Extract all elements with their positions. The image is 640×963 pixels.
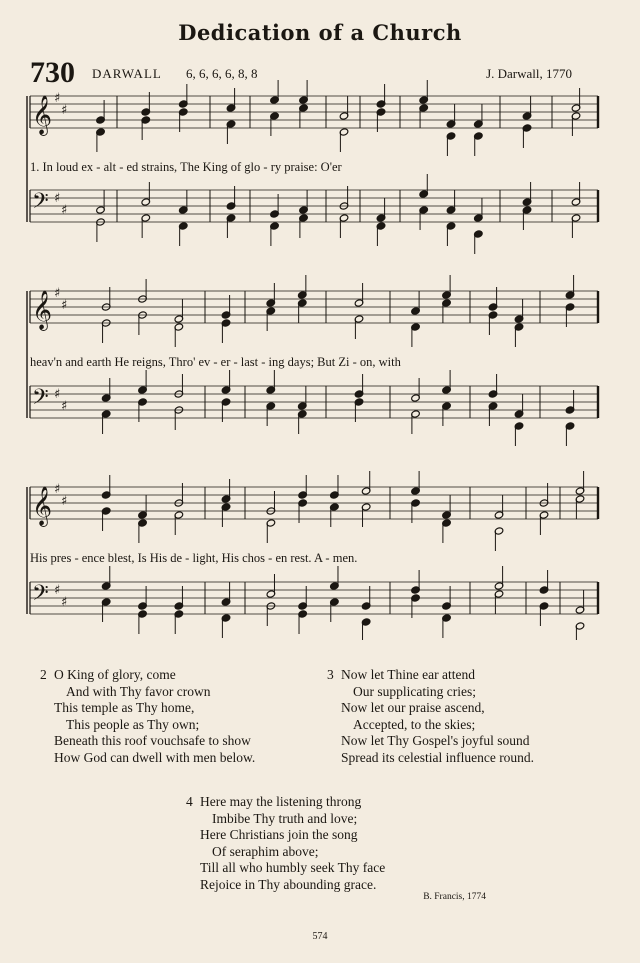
- stanza-line: O King of glory, come: [54, 667, 176, 682]
- stanza-2: [40, 667, 255, 766]
- page-number: 574: [312, 931, 328, 942]
- sharp-icon: ♯: [54, 191, 61, 206]
- stanza-line: This temple as Thy home,: [54, 700, 195, 715]
- stanza-line: Spread its celestial influence round.: [341, 749, 535, 765]
- stanza-4: [186, 794, 385, 893]
- sharp-icon: ♯: [61, 595, 68, 610]
- stanza-line: Here Christians join the song: [200, 827, 358, 842]
- stanza-number: 2: [40, 667, 47, 682]
- lyric-line-3: His pres - ence blest, Is His de - light, His chos - en rest. A - men.: [30, 551, 358, 565]
- bass-clef-icon: 𝄢: [32, 385, 49, 415]
- stanza-line: Of seraphim above;: [212, 843, 319, 859]
- stanza-line: Till all who humbly seek Thy face: [200, 860, 386, 875]
- stanza-line: Rejoice in Thy abounding grace.: [200, 876, 377, 892]
- sharp-icon: ♯: [61, 203, 68, 218]
- stanza-line: And with Thy favor crown: [66, 683, 211, 699]
- treble-clef-icon: 𝄞: [32, 486, 53, 526]
- composer: J. Darwall, 1770: [486, 66, 572, 81]
- stanza-number: 3: [327, 667, 334, 682]
- sharp-icon: ♯: [61, 298, 68, 313]
- sharp-icon: ♯: [61, 103, 68, 118]
- stanza-line: Here may the listening throng: [200, 794, 362, 809]
- treble-clef-icon: 𝄞: [32, 95, 53, 135]
- sharp-icon: ♯: [54, 583, 61, 598]
- sharp-icon: ♯: [54, 286, 61, 301]
- stanza-line: Imbibe Thy truth and love;: [212, 810, 358, 826]
- meter: 6, 6, 6, 6, 8, 8: [186, 66, 258, 81]
- sharp-icon: ♯: [61, 494, 68, 509]
- sharp-icon: ♯: [54, 482, 61, 497]
- stanza-line: This people as Thy own;: [66, 716, 200, 732]
- stanza-line: Now let Thy Gospel's joyful sound: [341, 733, 530, 748]
- stanza-line: Beneath this roof vouchsafe to show: [54, 733, 251, 748]
- stanza-number: 4: [186, 794, 193, 809]
- stanza-line: How God can dwell with men below.: [54, 749, 256, 765]
- stanza-line: Our supplicating cries;: [353, 683, 476, 699]
- sharp-icon: ♯: [54, 387, 61, 402]
- stanza-line: Now let our praise ascend,: [341, 700, 485, 715]
- stanza-line: Accepted, to the skies;: [353, 716, 476, 732]
- tune-name: DARWALL: [92, 66, 162, 81]
- sharp-icon: ♯: [54, 91, 61, 106]
- treble-clef-icon: 𝄞: [32, 290, 53, 330]
- hymn-number: 730: [30, 56, 75, 89]
- page-title: Dedication of a Church: [178, 20, 462, 45]
- bass-clef-icon: 𝄢: [32, 189, 49, 219]
- lyric-line-1: 1. In loud ex - alt - ed strains, The King of glo - ry praise: O'er: [30, 160, 342, 174]
- text-author: B. Francis, 1774: [423, 892, 486, 902]
- stanza-3: [327, 667, 534, 766]
- stanza-line: Now let Thine ear attend: [341, 667, 475, 682]
- bass-clef-icon: 𝄢: [32, 581, 49, 611]
- lyric-line-2: heav'n and earth He reigns, Thro' ev - er - last - ing days; But Zi - on, with: [30, 355, 401, 369]
- sharp-icon: ♯: [61, 399, 68, 414]
